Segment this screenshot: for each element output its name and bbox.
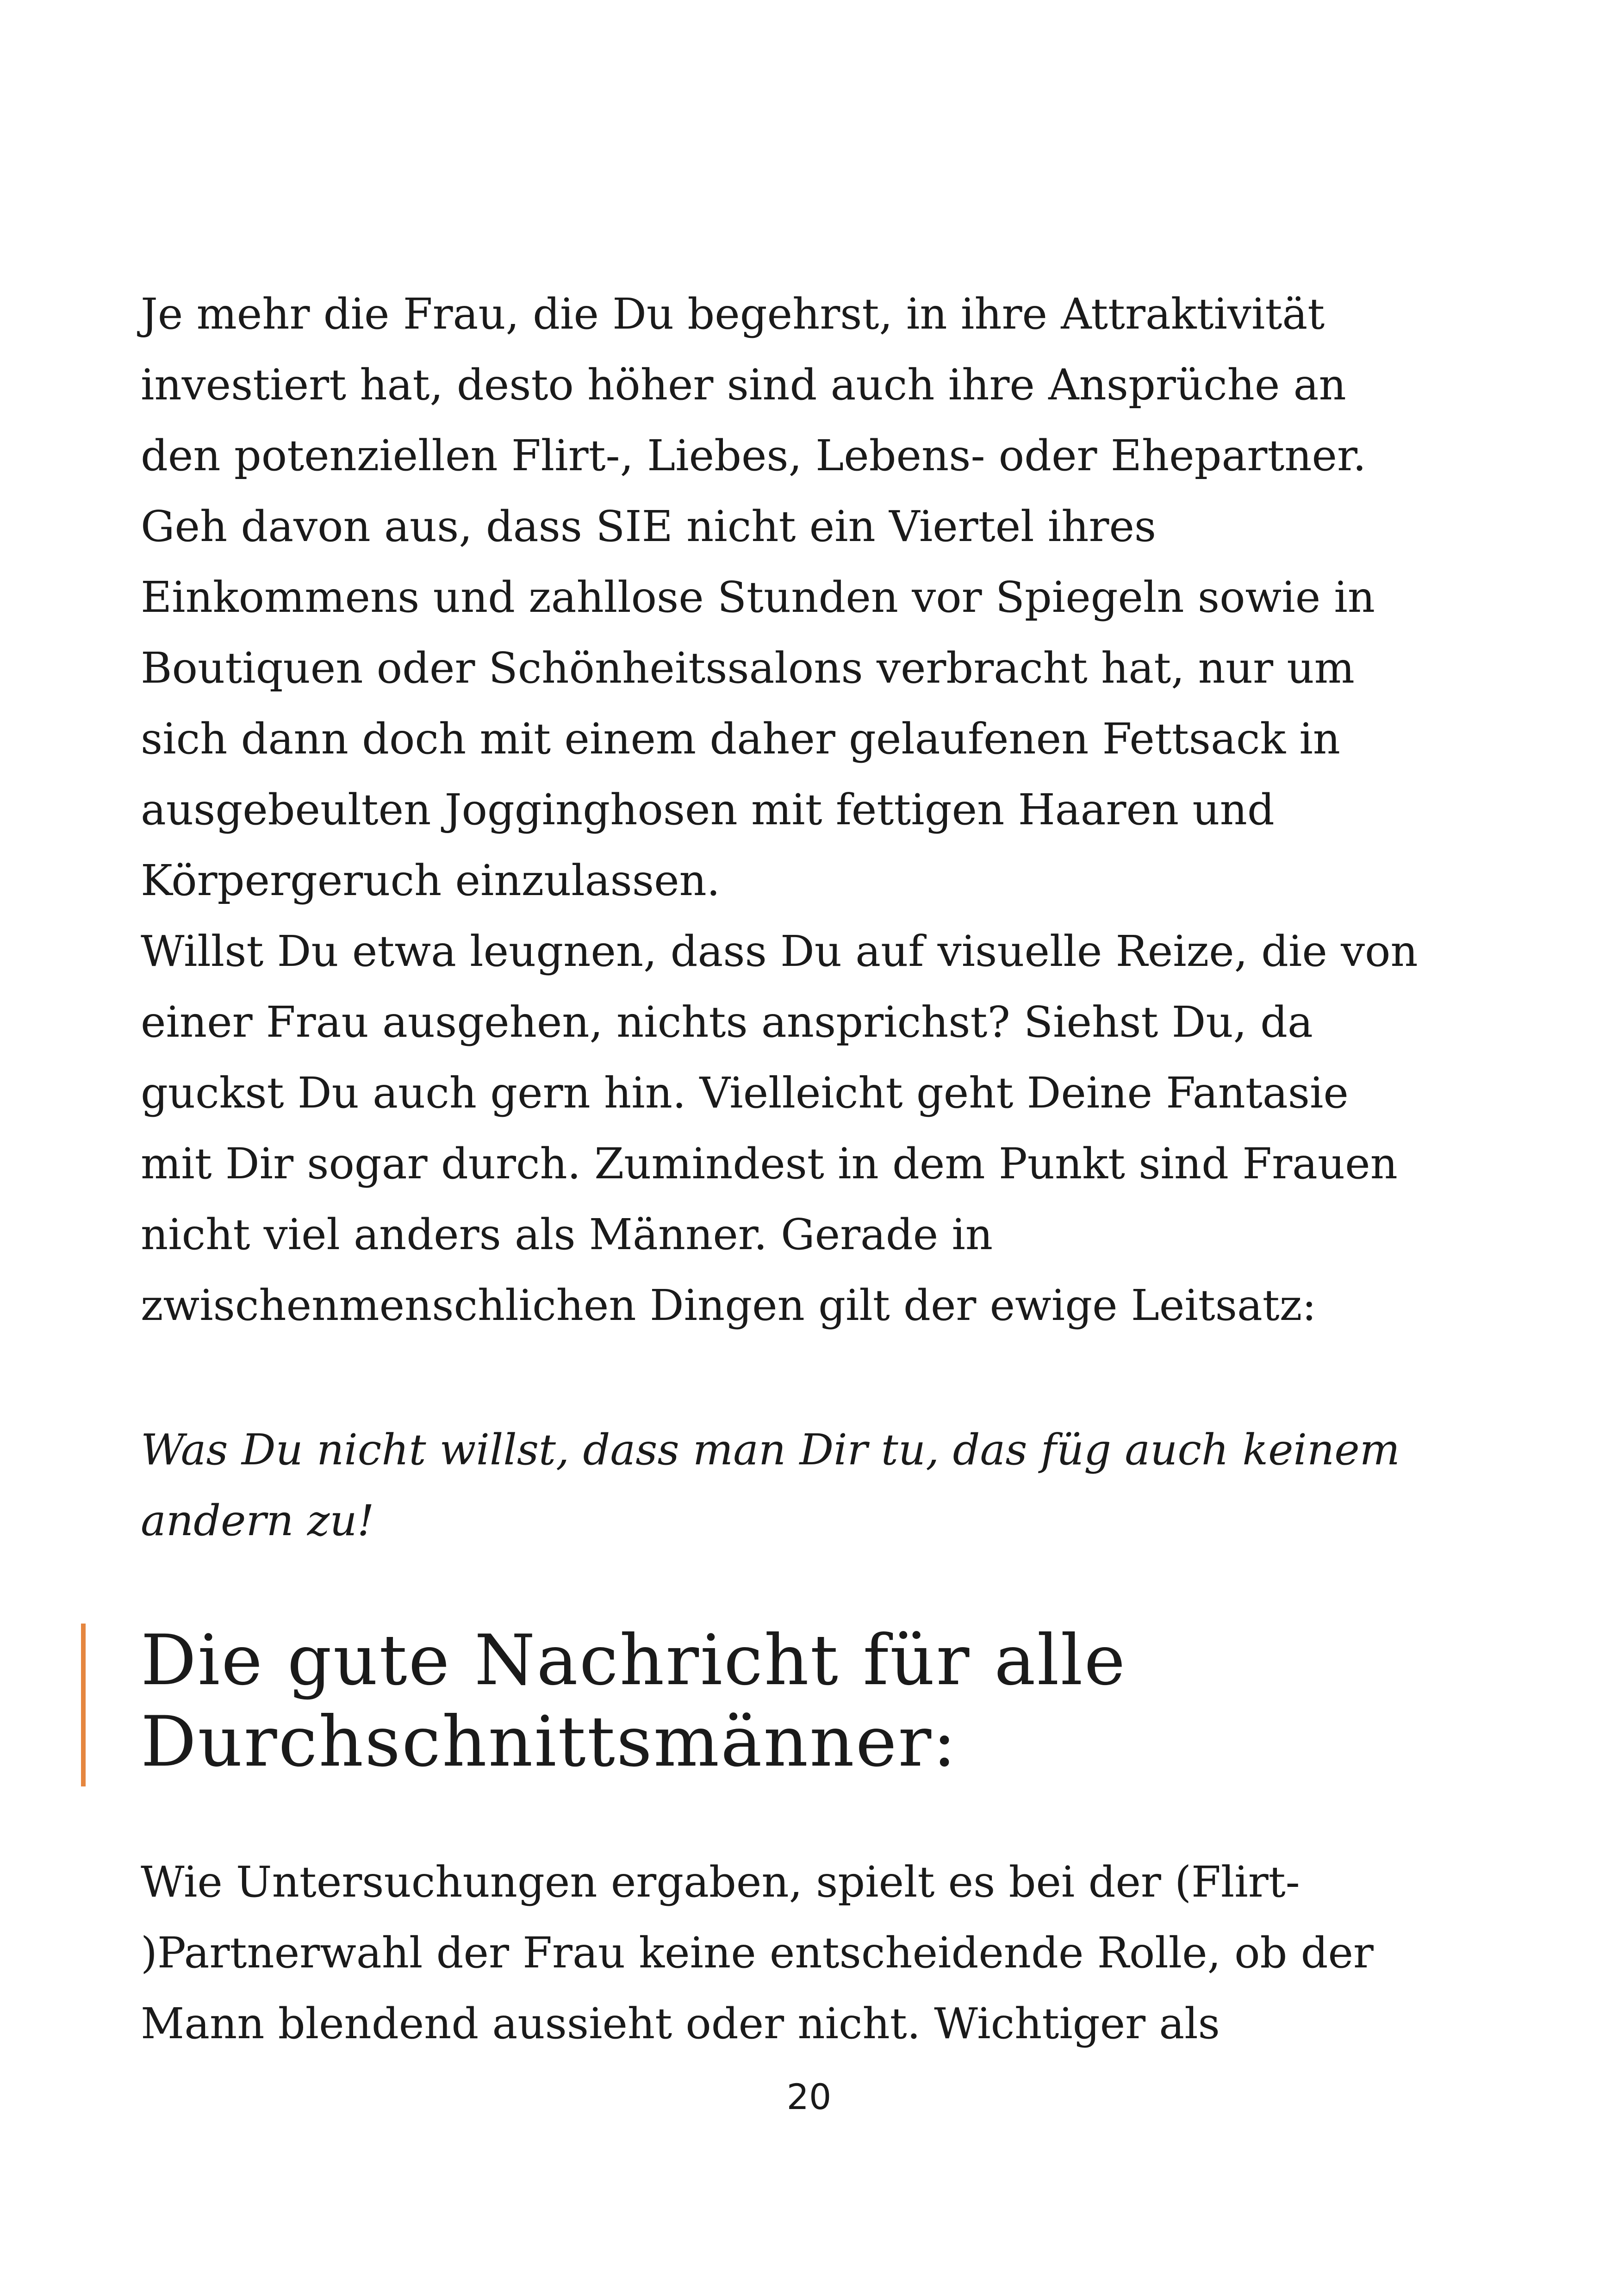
text-line: Je mehr die Frau, die Du begehrst, in ihre Attraktivität bbox=[141, 289, 1325, 339]
text-line: Boutiquen oder Schönheitssalons verbracht hat, nur um bbox=[141, 643, 1355, 693]
text-line: Körpergeruch einzulassen. bbox=[141, 856, 721, 905]
text-line: Einkommens und zahllose Stunden vor Spiegeln sowie in bbox=[141, 572, 1375, 622]
heading-line: Die gute Nachricht für alle bbox=[141, 1620, 1127, 1701]
text-line: den potenziellen Flirt-, Liebes, Lebens- oder Ehepartner. bbox=[141, 431, 1367, 480]
page-number: 20 bbox=[786, 2076, 832, 2117]
text-line: Willst Du etwa leugnen, dass Du auf visuelle Reize, die von bbox=[141, 927, 1418, 976]
heading-accent-bar bbox=[81, 1624, 86, 1786]
text-line: )Partnerwahl der Frau keine entscheidende Rolle, ob der bbox=[141, 1928, 1374, 1978]
section-heading bbox=[141, 1620, 1126, 1783]
body-paragraph bbox=[141, 279, 1492, 1341]
text-line: nicht viel anders als Männer. Gerade in bbox=[141, 1210, 993, 1259]
text-line: guckst Du auch gern hin. Vielleicht geht Deine Fantasie bbox=[141, 1068, 1349, 1118]
text-line: sich dann doch mit einem daher gelaufenen Fettsack in bbox=[141, 714, 1341, 764]
text-line: zwischenmenschlichen Dingen gilt der ewige Leitsatz: bbox=[141, 1281, 1317, 1330]
quote-line: Was Du nicht willst, dass man Dir tu, das füg auch keinem bbox=[141, 1425, 1400, 1475]
text-line: einer Frau ausgehen, nichts ansprichst? Siehst Du, da bbox=[141, 997, 1313, 1047]
text-line: ausgebeulten Jogginghosen mit fettigen Haaren und bbox=[141, 785, 1275, 834]
text-line: Geh davon aus, dass SIE nicht ein Viertel ihres bbox=[141, 502, 1157, 551]
text-line: mit Dir sogar durch. Zumindest in dem Punkt sind Frauen bbox=[141, 1139, 1398, 1188]
heading-line: Durchschnittsmänner: bbox=[141, 1702, 958, 1782]
italic-quote bbox=[141, 1414, 1492, 1556]
text-line: Mann blendend aussieht oder nicht. Wichtiger als bbox=[141, 1999, 1220, 2048]
text-line: Wie Untersuchungen ergaben, spielt es bei der (Flirt- bbox=[141, 1857, 1300, 1907]
text-line: investiert hat, desto höher sind auch ihre Ansprüche an bbox=[141, 360, 1346, 410]
quote-line: andern zu! bbox=[141, 1496, 374, 1545]
body-paragraph bbox=[141, 1847, 1492, 2059]
